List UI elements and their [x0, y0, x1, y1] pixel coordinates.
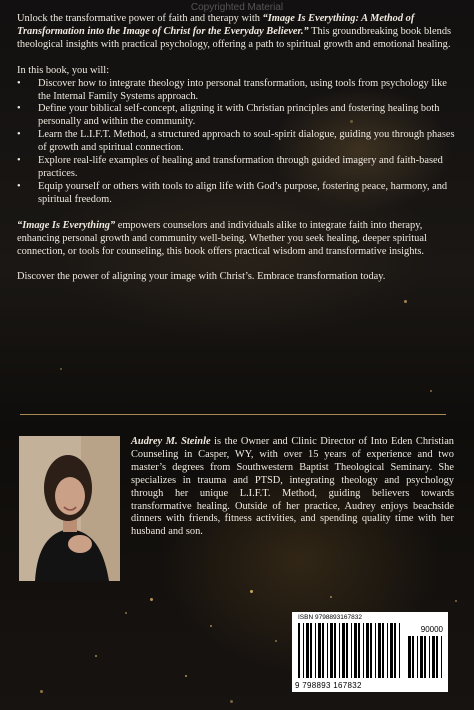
addon-barcode-bars	[408, 636, 442, 678]
barcode-bar	[370, 623, 372, 678]
book-title: “Image Is Everything: A Method of Transformation into the Image of Christ for the Everyday Believer.”	[17, 13, 415, 37]
barcode-bar	[315, 623, 316, 678]
barcode-bar	[363, 623, 364, 678]
list-item	[17, 103, 457, 129]
author-bio-text: is the Owner and Clinic Director of Into Eden Christian Counseling in Casper, WY, with over 15 years of experience and two master’s degrees from Southwestern Baptist Theological Seminary. She specializes in trauma and PTSD, integrating theology and psychology through her unique L.I.F.T. Method, guiding believers towards transformative healing. Outside of her practice, Audrey enjoys beachside dinners with friends, fitness activities, and spending quality time with her husband and son.	[131, 436, 455, 538]
barcode-bar	[382, 623, 384, 678]
barcode-bar	[399, 623, 400, 678]
barcode-bar	[351, 623, 352, 678]
author-name: Audrey M. Steinle	[131, 436, 211, 447]
bullet-icon: •	[17, 129, 21, 141]
barcode-bar	[390, 623, 393, 678]
list-item-text: Define your biblical self-concept, aligning it with Christian principles and fostering healing both personally and within the community.	[38, 103, 440, 128]
barcode-bar	[322, 623, 324, 678]
barcode-bar	[420, 636, 423, 678]
bullet-icon: •	[17, 77, 21, 89]
sparkle	[150, 598, 153, 601]
barcode-bar	[339, 623, 340, 678]
list-heading: In this book, you will:	[17, 64, 110, 76]
barcode-bar	[298, 623, 300, 678]
barcode-bar	[346, 623, 348, 678]
list-item-text: Equip yourself or others with tools to align life with God’s purpose, fostering peace, harmony, and spiritual freedom.	[38, 180, 448, 205]
intro-rest: This groundbreaking book blends theological insights with practical psychology, offering a path to spiritual growth and emotional healing.	[17, 25, 452, 50]
barcode-bar	[408, 636, 411, 678]
barcode-bar	[417, 636, 418, 678]
isbn-digits: 9 798893 167832	[295, 681, 362, 690]
intro-lead: Unlock the transformative power of faith and therapy with	[17, 13, 263, 24]
copyright-watermark: Copyrighted Material	[190, 2, 284, 13]
list-item	[17, 129, 457, 155]
closing-paragraph: Discover the power of aligning your image with Christ’s. Embrace transformation today.	[17, 271, 386, 283]
list-item-text: Learn the L.I.F.T. Method, a structured approach to soul-spirit dialogue, guiding you through phases of growth and spiritual connection.	[38, 129, 455, 154]
sparkle	[185, 675, 187, 677]
summary-paragraph	[17, 220, 457, 259]
barcode-bar	[366, 623, 369, 678]
list-item-text: Explore real-life examples of healing and transformation through guided imagery and faith-based practices.	[38, 155, 443, 179]
sparkle	[455, 600, 457, 602]
barcode-bar	[378, 623, 381, 678]
list-item	[17, 155, 457, 181]
barcode-bar	[318, 623, 321, 678]
isbn-label: ISBN 9798893167832	[298, 614, 362, 621]
sparkle	[230, 700, 233, 703]
list-item	[17, 181, 457, 207]
description-block	[17, 13, 457, 284]
author-photo	[19, 436, 120, 581]
isbn-barcode	[292, 612, 448, 692]
bullet-icon: •	[17, 155, 21, 167]
sparkle	[95, 655, 97, 657]
barcode-bar	[394, 623, 396, 678]
summary-text: empowers counselors and individuals alike to integrate faith into therapy, enhancing personal growth and community well-being. Whether you seek healing, deeper spiritual connection, or tools for counseling, this book offers practical wisdom and transformative insights.	[17, 219, 427, 257]
barcode-bar	[327, 623, 328, 678]
summary-title: “Image Is Everything”	[17, 219, 116, 231]
section-divider	[20, 414, 446, 415]
barcode-bar	[330, 623, 333, 678]
sparkle	[210, 625, 212, 627]
barcode-bar	[342, 623, 345, 678]
barcode-bar	[429, 636, 430, 678]
sparkle	[330, 596, 332, 598]
barcode-bar	[412, 636, 414, 678]
barcode-bar	[441, 636, 442, 678]
barcode-bar	[303, 623, 304, 678]
sparkle	[60, 368, 62, 370]
sparkle	[275, 640, 277, 642]
sparkle	[430, 390, 432, 392]
intro-paragraph	[17, 13, 457, 52]
sparkle	[125, 612, 127, 614]
list-item-text: Discover how to integrate theology into personal transformation, using tools from psychology like the Internal Family Systems approach.	[38, 77, 447, 102]
barcode-bar	[432, 636, 435, 678]
barcode-bar	[424, 636, 426, 678]
author-bio	[131, 436, 454, 539]
ean-barcode-bars	[298, 623, 402, 678]
sparkle	[404, 300, 407, 303]
feature-list	[17, 78, 457, 207]
barcode-bar	[354, 623, 357, 678]
price-code: 90000	[420, 625, 443, 634]
sparkle	[250, 590, 253, 593]
barcode-bar	[387, 623, 388, 678]
barcode-bar	[375, 623, 376, 678]
bullet-icon: •	[17, 180, 21, 192]
sparkle	[40, 690, 43, 693]
author-portrait-graphic	[19, 436, 120, 581]
barcode-bar	[358, 623, 360, 678]
barcode-bar	[310, 623, 312, 678]
barcode-bar	[306, 623, 309, 678]
barcode-bar	[436, 636, 438, 678]
bullet-icon: •	[17, 103, 21, 115]
list-item	[17, 78, 457, 104]
barcode-bar	[334, 623, 336, 678]
